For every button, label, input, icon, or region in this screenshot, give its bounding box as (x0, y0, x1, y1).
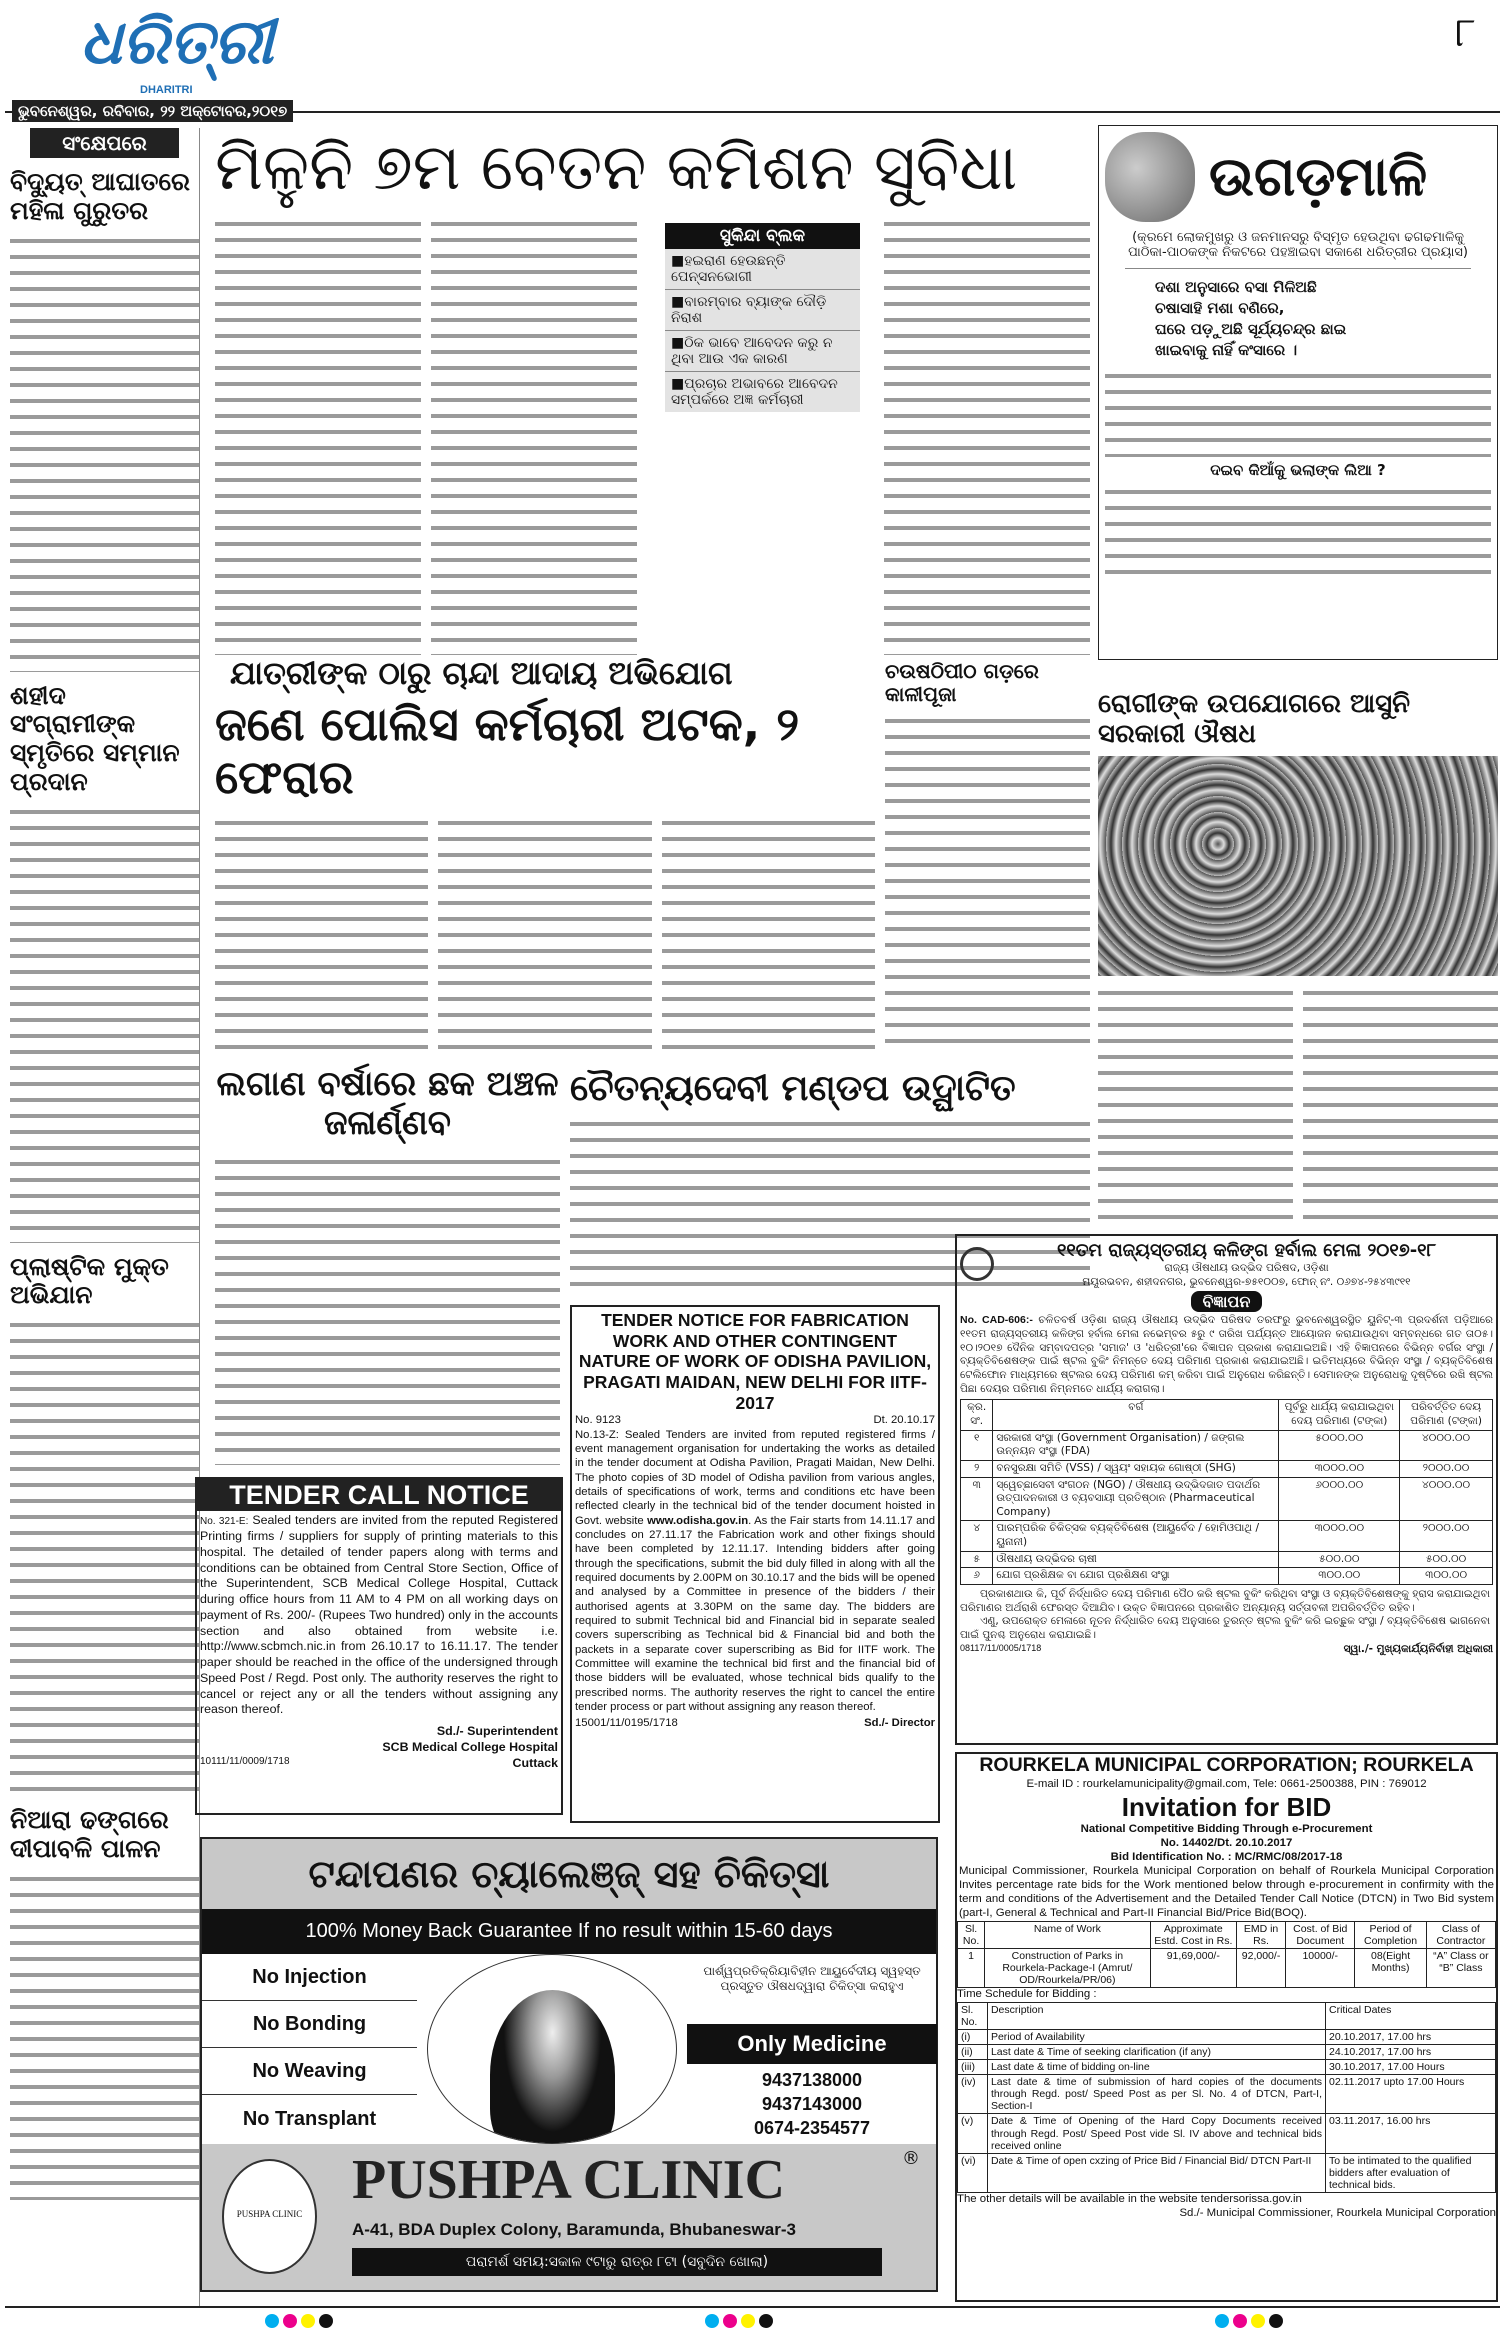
ugadamali-title: ଉଗଡ଼ମାଳି (1209, 144, 1428, 208)
kalinga-badge: ବିଜ୍ଞାପନ (1191, 1291, 1263, 1312)
table-cell: 1 (958, 1948, 985, 1987)
lead-headline: ମିଳୁନି ୭ମ ବେତନ କମିଶନ ସୁବିଧା (215, 131, 1018, 205)
emblem-icon (960, 1247, 994, 1281)
table-cell: ସ୍ୱେଚ୍ଛାସେବୀ ସଂଗଠନ (NGO) / ଔଷଧୀୟ ଉଦ୍ଭିଦଜାତ ପଦାର୍ଥର ଉତ୍ପାଦନକାରୀ ଓ ବ୍ୟବସାୟୀ ପ୍ରତିଷ୍ଠାନ (Pharmaceutical Company) (993, 1477, 1279, 1521)
sidebar-point: ■ବାରମ୍ବାର ବ୍ୟାଙ୍କ ଦୌଡ଼ି ନିରାଶ (665, 290, 860, 331)
kalinga-title: ୧୧ତମ ରାଜ୍ୟସ୍ତରୀୟ କଳିଙ୍ଗ ହର୍ବାଲ ମେଳା ୨୦୧୭-୧୮ (1057, 1240, 1436, 1261)
pushpa-hours: ପରାମର୍ଶ ସମୟ:ସକାଳ ୯ଟାରୁ ରାତ୍ର ୮ଟା (ସବୁଦିନ ଖୋଲା) (352, 2248, 882, 2276)
table-cell: Last date & time of bidding on-line (987, 2060, 1325, 2075)
sidebar-point: ■ହଇରାଣ ହେଉଛନ୍ତି ପେନ୍‌ସନଭୋଗୀ (665, 249, 860, 290)
table-cell: (ii) (958, 2045, 988, 2060)
kalinga-body: No. CAD-606:- ଚଳିତବର୍ଷ ଓଡ଼ିଶା ରାଜ୍ୟ ଔଷଧୀୟ ଉଦ୍ଭିଦ ପରିଷଦ ତରଫରୁ ଭୁବନେଶ୍ୱରସ୍ଥିତ ୟୁନିଟ୍-୩ ପ୍ରଦର୍ଶନୀ ପଡ଼ିଆରେ ୧୧ତମ ରାଜ୍ୟସ୍ତରୀୟ କଳିଙ୍ଗ ହର୍ବାଲ ମେଳା ନଭେମ୍ବର ୫ରୁ ୯ ତାରିଖ ପର୍ଯ୍ୟନ୍ତ ଆୟୋଜନ କରାଯାଉଥିବା ସମ୍ବନ୍ଧରେ ଗତ ତା୦୫।୧୦।୨୦୧୭ ଦୈନିକ ସମ୍ବାଦପତ୍ର 'ସମାଜ' ଓ 'ଧରିତ୍ରୀ'ରେ ବିଜ୍ଞାପନ ପ୍ରକାଶ କରାଯାଇଅଛି। ଏହି ବିଜ୍ଞାପନରେ ବିଭିନ୍ନ ବର୍ଗର ସଂସ୍ଥା /ବ୍ୟକ୍ତିବିଶେଷଙ୍କ ପାଇଁ ଷ୍ଟଲ ବୁକିଂ ନିମନ୍ତେ ଦେୟ ପରିମାଣ ପ୍ରକାଶ କରାଯାଇଅଛି। ଇତିମଧ୍ୟରେ ବିଭିନ୍ନ ସଂସ୍ଥା / ବ୍ୟକ୍ତିବିଶେଷ ଟେଲିଫୋନ ମାଧ୍ୟମରେ ଷ୍ଟଲର ଦେୟ ପରିମାଣ କମ୍ କରିବା ପାଇଁ ଅନୁରୋଧ କରିଛନ୍ତି। ସେମାନଙ୍କ ଅନୁରୋଧକୁ ଦୃଷ୍ଟିରେ ରଖି ଷ୍ଟଲ ପିଛା ଦେୟର ପରିମାଣ ନିମ୍ନମତେ ଧାର୍ଯ୍ୟ କରାଗଲା। (960, 1314, 1494, 1395)
table-cell: ଯୋଗ ପ୍ରଶିକ୍ଷକ ବା ଯୋଗ ପ୍ରଶିକ୍ଷଣ ସଂସ୍ଥା (993, 1568, 1279, 1585)
lead-sidebar (665, 223, 860, 412)
brief-body (10, 1870, 199, 2200)
cartoon-icon (1105, 132, 1195, 222)
tender-iitf-body: No.13-Z: Sealed Tenders are invited from reputed registered firms / event management organisation for undertaking the works as detailed in the tender document at Odisha Pavilion, Pragati Maidan, New Delhi. The photo copies of 3D model of Odisha pavilion from various angles, details of specifications of work, terms and conditions etc have been reflected clearly in the technical bid of the tender document hoisted in Govt. website (575, 1428, 935, 1527)
kalinga-org: ରାଜ୍ୟ ଔଷଧୀୟ ଉଦ୍ଭିଦ ପରିଷଦ, ଓଡ଼ିଶା (1164, 1262, 1329, 1275)
police-kicker: ଯାତ୍ରୀଙ୍କ ଠାରୁ ଚାନ୍ଦା ଆଦାୟ ଅଭିଯୋଗ (230, 654, 733, 692)
tender-iitf-notice (570, 1305, 940, 1823)
lead-story (215, 130, 1090, 655)
registration-marks (1215, 2314, 1283, 2328)
table-cell: ୩୦୦୦.୦୦ (1279, 1521, 1400, 1551)
rourkela-contact: E-mail ID : rourkelamunicipality@gmail.com, Tele: 0661-2500388, PIN : 769012 (1026, 1777, 1427, 1790)
table-row (958, 2114, 1496, 2153)
kali-story (885, 660, 1090, 1055)
table-cell: ୨୦୦୦.୦୦ (1400, 1521, 1493, 1551)
rourkela-work-table (957, 1921, 1496, 1988)
sidebar-point: ■ପ୍ରଚାର ଅଭାବରେ ଆବେଦନ ସମ୍ପର୍କରେ ଅଜ୍ଞ କର୍ମଚାରୀ (671, 375, 838, 408)
briefs-column (10, 128, 200, 2308)
pushpa-name: PUSHPA CLINIC (352, 2149, 786, 2211)
tender-iitf-website[interactable]: www.odisha.gov.in (647, 1514, 749, 1527)
table-cell: ୩୦୦.୦୦ (1279, 1568, 1400, 1585)
rourkela-heading: Invitation for BID (1121, 1791, 1332, 1822)
table-cell: Date & Time of open cxzing of Price Bid / Financial Bid/ DTCN Part-II (987, 2153, 1325, 2192)
kalinga-table: କ୍ର. ସଂ. ବର୍ଗ ପୂର୍ବରୁ ଧାର୍ଯ୍ୟ କରାଯାଇଥିବା ଦେୟ ପରିମାଣ (ଟଙ୍କା) ପରିବର୍ତ୍ତିତ ଦେୟ ପରିମାଣ (ଟଙ୍କା) ୧ ସରକାରୀ ସଂସ୍ଥା (Government Organisation) / ଜଙ୍ଗଲ ଉନ୍ନୟନ ସଂସ୍ଥା (FDA) ୫୦୦୦.୦୦ ୪୦୦୦.୦୦ ୨ ବନସୁରକ୍ଷା ସମିତି (VSS) / ସ୍ୱୟଂ ସହାୟକ ଗୋଷ୍ଠୀ (SHG) ୩୦୦୦.୦୦ ୨୦୦୦.୦୦ ୩ ସ୍ୱେଚ୍ଛାସେବୀ ସଂଗଠନ (NGO) / ଔଷଧୀୟ ଉଦ୍ଭିଦଜାତ ପଦାର୍ଥର ଉତ୍ପାଦନକାରୀ ଓ ବ୍ୟବସାୟୀ ପ୍ରତିଷ୍ଠାନ (Pharmaceutical Company) ୬୦୦୦.୦୦ ୪୦୦୦.୦୦ ୪ ପାରମ୍ପରିକ ଚିକିତ୍ସକ ବ୍ୟକ୍ତିବିଶେଷ (ଆୟୁର୍ବେଦ / ହୋମିଓପାଥି / ୟୁନାନୀ) ୩୦୦୦.୦୦ ୨୦୦୦.୦୦ ୫ ଔଷଧୀୟ ଉଦ୍ଭିଦର ଚାଷୀ ୫୦୦.୦୦ ୫୦୦.୦୦ ୬ ଯୋଗ ପ୍ରଶିକ୍ଷକ ବା ଯୋଗ ପ୍ରଶିକ୍ଷଣ ସଂସ୍ଥା ୩୦୦.୦୦ ୩୦୦.୦୦ (960, 1399, 1493, 1585)
kalinga-ref: 08117/11/0005/1718 (960, 1642, 1042, 1653)
medicine-headline: ରୋଗୀଙ୍କ ଉପଯୋଗରେ ଆସୁନି ସରକାରୀ ଔଷଧ (1098, 689, 1410, 749)
kalinga-note: ପ୍ରକାଶଥାଉ କି, ପୂର୍ବ ନିର୍ଦ୍ଧାରିତ ଦେୟ ପରିମାଣ ପୈଠ କରି ଷ୍ଟଲ ବୁକିଂ କରିଥିବା ସଂସ୍ଥା ଓ ବ୍ୟକ୍ତିବିଶେଷଙ୍କୁ ହ୍ରାସ କରାଯାଇଥିବା ପରିମାଣର ଅର୍ଥରାଶି ଫେରସ୍ତ ଦିଆଯିବ। ଉକ୍ତ ବିଜ୍ଞାପନରେ ପ୍ରକାଶିତ ଅନ୍ୟାନ୍ୟ ସର୍ତ୍ତାବଳୀ ଅପରିବର୍ତ୍ତିତ ରହିବ। (960, 1588, 1491, 1614)
table-row (958, 2060, 1496, 2075)
table-cell: ୬ (961, 1568, 993, 1585)
medicine-story (1098, 690, 1498, 1230)
table-cell: 03.11.2017, 16.00 hrs (1326, 2114, 1496, 2153)
brief-headline: ନିଆରା ଢଙ୍ଗରେ ଦୀପାବଳି ପାଳନ (10, 1805, 169, 1863)
table-cell: ପାରମ୍ପରିକ ଚିକିତ୍ସକ ବ୍ୟକ୍ତିବିଶେଷ (ଆୟୁର୍ବେଦ / ହୋମିଓପାଥି / ୟୁନାନୀ) (993, 1521, 1279, 1551)
no-item: No Injection (202, 1954, 417, 2001)
column-header: Description (987, 2002, 1325, 2029)
medicine-body (1098, 984, 1498, 1230)
police-headline: ଜଣେ ପୋଲିସ କର୍ମଚାରୀ ଅଟକ, ୨ ଫେରାର (215, 696, 800, 804)
table-row (958, 2045, 1496, 2060)
no-item: No Transplant (242, 2108, 377, 2130)
table-cell: (v) (958, 2114, 988, 2153)
table-cell: 08(Eight Months) (1355, 1948, 1426, 1987)
table-cell: To be intimated to the qualified bidders after evaluation of technical bids. (1326, 2153, 1496, 2192)
table-row (961, 1430, 1493, 1460)
tender-call-notice (195, 1477, 563, 1815)
bald-head-photo (427, 1954, 677, 2144)
schedule-label: Time Schedule for Bidding : (957, 1988, 1097, 2001)
kali-headline: ଚଉଷଠିପୀଠ ଗଡ଼ରେ କାଳୀପୂଜା (885, 659, 1039, 706)
kalinga-sign: ସ୍ୱା./- ମୁଖ୍ୟକାର୍ଯ୍ୟନିର୍ବାହୀ ଅଧିକାରୀ (1343, 1642, 1493, 1655)
table-cell: ୬୦୦୦.୦୦ (1279, 1477, 1400, 1521)
table-cell: ୩୦୦୦.୦୦ (1279, 1460, 1400, 1477)
column-header: Class of Contractor (1426, 1921, 1495, 1948)
table-row (958, 2075, 1496, 2114)
tender-iitf-title: TENDER NOTICE FOR FABRICATION WORK AND OTHER CONTINGENT NATURE OF WORK OF ODISHA PAVILION, PRAGATI MAIDAN, NEW DELHI FOR IITF-2017 (578, 1310, 932, 1413)
table-cell: Last date & Time of seeking clarification (if any) (987, 2045, 1325, 2060)
no-item: No Bonding (202, 2001, 417, 2048)
logo-en: DHARITRI (140, 84, 193, 96)
column-header: Cost. of Bid Document (1286, 1921, 1355, 1948)
table-row (961, 1460, 1493, 1477)
no-item: No Weaving (202, 2048, 417, 2095)
table-cell: 10000/- (1286, 1948, 1355, 1987)
table-cell: ସରକାରୀ ସଂସ୍ଥା (Government Organisation) / ଜଙ୍ଗଲ ଉନ୍ନୟନ ସଂସ୍ଥା (FDA) (993, 1430, 1279, 1460)
table-cell: 24.10.2017, 17.00 hrs (1326, 2045, 1496, 2060)
sidebar-point: ■ଠିକ ଭାବେ ଆବେଦନ କରୁ ନ ଥିବା ଆଉ ଏକ କାରଣ (665, 331, 860, 372)
rourkela-footer: The other details will be available in the website tendersorissa.gov.in (957, 2192, 1302, 2205)
pushpa-ayurveda: ପାର୍ଶ୍ୱପ୍ରତିକ୍ରିୟାବିହୀନ ଆୟୁର୍ବେଦୀୟ ସ୍ୱହସ୍ତ ପ୍ରସ୍ତୁତ ଔଷଧଦ୍ୱାରା ଚିକିତ୍ସା କରାହୁଏ (703, 1964, 921, 1993)
table-row (958, 2153, 1496, 2192)
column-header: EMD in Rs. (1236, 1921, 1285, 1948)
column-header: Approximate Estd. Cost in Rs. (1150, 1921, 1236, 1948)
table-cell: Date & Time of Opening of the Hard Copy Documents received through Regd. Post/ Speed Post vide Sl. IV above and technical bids received online (987, 2114, 1325, 2153)
table-cell: ୨୦୦୦.୦୦ (1400, 1460, 1493, 1477)
table-row (961, 1568, 1493, 1585)
table-cell: 91,69,000/- (1150, 1948, 1236, 1987)
rain-body (215, 1153, 560, 1465)
table-cell: 20.10.2017, 17.00 hrs (1326, 2030, 1496, 2045)
table-cell: Construction of Parks in Rourkela-Package-I (Amrut/ OD/Rourkela/PR/06) (985, 1948, 1150, 1987)
rourkela-sub: National Competitive Bidding Through e-Procurement (1080, 1823, 1373, 1836)
registered-mark: ® (902, 2148, 920, 2169)
table-cell: ୪ (961, 1521, 993, 1551)
logo: ଧରିତ୍ରୀ (80, 9, 274, 77)
table-cell: ୫୦୦.୦୦ (1279, 1551, 1400, 1568)
column-header: Sl. No. (958, 1921, 985, 1948)
phone-number[interactable]: 0674-2354577 (753, 2118, 871, 2138)
police-story (215, 655, 875, 1055)
rourkela-title: ROURKELA MUNICIPAL CORPORATION; ROURKELA (979, 1754, 1474, 1776)
table-cell: ୫୦୦.୦୦ (1400, 1551, 1493, 1568)
table-cell: ୪୦୦୦.୦୦ (1400, 1430, 1493, 1460)
table-cell: “A” Class or “B” Class (1426, 1948, 1495, 1987)
table-cell: 92,000/- (1236, 1948, 1285, 1987)
table-cell: ୩ (961, 1477, 993, 1521)
table-row (958, 1948, 1496, 1987)
ugadamali-subhead: ଦଇବ କିଆଁକୁ ଭଲାଙ୍କ ଲିଆ ? (1210, 461, 1386, 479)
rourkela-sign: Sd./- Municipal Commissioner, Rourkela Municipal Corporation (1179, 2206, 1496, 2219)
briefs-label: ସଂକ୍ଷେପରେ (30, 128, 179, 158)
dateline: ଭୁବନେଶ୍ୱର, ରବିବାର, ୨୨ ଅକ୍ଟୋବର,୨୦୧୭ (12, 100, 293, 122)
table-cell: (iii) (958, 2060, 988, 2075)
tender-iitf-ref: 15001/11/0195/1718 (575, 1717, 678, 1730)
rourkela-schedule-table (957, 2002, 1496, 2193)
table-cell: (iv) (958, 2075, 988, 2114)
table-cell: 02.11.2017 upto 17.00 Hours (1326, 2075, 1496, 2114)
column-header: Critical Dates (1326, 2002, 1496, 2029)
pushpa-clinic-ad (200, 1837, 938, 2292)
brief-headline: ପ୍ଲାଷ୍ଟିକ ମୁକ୍ତ ଅଭିଯାନ (10, 1251, 169, 1310)
table-cell: ୩୦୦.୦୦ (1400, 1568, 1493, 1585)
table-cell: (vi) (958, 2153, 988, 2192)
phone-number[interactable]: 9437138000 (761, 2070, 863, 2090)
rain-headline: ଲଗାଣ ବର୍ଷାରେ ଛକ ଅଞ୍ଚଳ ଜଳାର୍ଣ୍ଣବ (216, 1064, 559, 1144)
tender-call-number: No. 321-E: (200, 1516, 249, 1528)
tender-call-title: TENDER CALL NOTICE (197, 1479, 561, 1511)
rourkela-ad (955, 1752, 1498, 2302)
brief-body (10, 803, 199, 1243)
tender-call-ref: 10111/11/0009/1718 (200, 1755, 290, 1767)
kali-body (885, 712, 1090, 1055)
bottom-rule (5, 2306, 1500, 2308)
registration-marks (705, 2314, 773, 2328)
table-cell: Period of Availability (987, 2030, 1325, 2045)
pushpa-address: A-41, BDA Duplex Colony, Baramunda, Bhubaneswar-3 (352, 2220, 796, 2239)
tender-iitf-sign: Sd./- Director (864, 1717, 935, 1730)
rourkela-body: Municipal Commissioner, Rourkela Municipal Corporation on behalf of Rourkela Municipal Corporation Invites percentage rate bids for the Work mentioned below through e-procurement in confirmity with the term and conditions of the Advertisement and the Detailed Tender Call Notice (DTCN) in Two Bid system (part-I, General & Technical and Part-II Financial Bid/Price Bid(BOQ). (959, 1865, 1494, 1919)
page-number: ୮ (1455, 10, 1476, 56)
table-cell: ବନସୁରକ୍ଷା ସମିତି (VSS) / ସ୍ୱୟଂ ସହାୟକ ଗୋଷ୍ଠୀ (SHG) (993, 1460, 1279, 1477)
brief-body (10, 1316, 199, 1796)
pushpa-logo: PUSHPA CLINIC (222, 2159, 317, 2274)
pushpa-headline: ଟନ୍ଦାପଣର ଚ୍ୟାଲେଞ୍ଜ୍ ସହ ଚିକିତ୍ସା (308, 1852, 830, 1896)
table-row (961, 1477, 1493, 1521)
registration-marks (265, 2314, 333, 2328)
police-body (215, 814, 875, 1055)
kalinga-note: ଏଣୁ, ଉପରୋକ୍ତ ମେଳାରେ ନୂତନ ନିର୍ଦ୍ଧାରିତ ଦେୟ ଅନୁସାରେ ତୁରନ୍ତ ଷ୍ଟଲ ବୁକିଂ କରି ଇଚ୍ଛୁକ ସଂସ୍ଥା / ବ୍ୟକ୍ତିବିଶେଷ ଭାଗନେବା ପାଇଁ ପୁନଶ୍ଚ ଅନୁରୋଧ କରାଯାଇଛି। (960, 1615, 1491, 1641)
tender-iitf-number: No. 9123 (575, 1414, 621, 1427)
table-cell: 30.10.2017, 17.00 Hours (1326, 2060, 1496, 2075)
table-cell: ୫୦୦୦.୦୦ (1279, 1430, 1400, 1460)
lead-body (215, 215, 1090, 655)
medicine-photo (1098, 756, 1498, 976)
table-cell: Last date & time of submission of hard copies of the documents through Regd. post/ Speed Post as per Sl. No. 4 of DTCN, Part-I, Section-I (987, 2075, 1325, 2114)
table-cell: ଔଷଧୀୟ ଉଦ୍ଭିଦର ଚାଷୀ (993, 1551, 1279, 1568)
column-header: Name of Work (985, 1921, 1150, 1948)
table-cell: (i) (958, 2030, 988, 2045)
ugadamali-verse: ଦଶା ଅନୁସାରେ ବସା ମିଳିଅଛି ଚଷାସାହି ମଶା ବଣିରେ, ଘରେ ପଡ଼ୁଅଛି ସୂର୍ଯ୍ୟଚନ୍ଦ୍ର ଛାଇ ଖାଇବାକୁ ନାହିଁ କଂସାରେ । (1155, 278, 1347, 359)
table-cell: ୪୦୦୦.୦୦ (1400, 1477, 1493, 1521)
rourkela-sub: Bid Identification No. : MC/RMC/08/2017-18 (1110, 1851, 1343, 1864)
tender-iitf-date: Dt. 20.10.17 (873, 1414, 935, 1427)
ugadamali-intro: (କ୍ରମେ ଲୋକମୁଖରୁ ଓ ଜନମାନସରୁ ବିସ୍ମୃତ ହେଉଥିବା ଢଗଢମାଳିକୁ ପାଠିକା-ପାଠକଙ୍କ ନିକଟରେ ପହଞ୍ଚାଇବା ସକାଶେ ଧରିତ୍ରୀର ପ୍ରୟାସ) (1125, 230, 1471, 269)
column-header: Sl. No. (958, 2002, 988, 2029)
table-row (961, 1551, 1493, 1568)
ugadamali-body (1105, 483, 1491, 583)
table-cell: ୨ (961, 1460, 993, 1477)
ugadamali-box (1098, 125, 1498, 660)
tender-iitf-body: . As the Fair starts from 14.11.17 and concludes on 27.11.17 the Fabrication work and other fixings should have been completed by 12.11.17. Intending bidders after going through the specifications, submit the bid duly filled in along with all the required documents by 2.00PM on 30.10.17 and the bids will be opened and analysed by a Committee in presence of the bidders / their authorised agents at 3.30PM on the same day. The bidders are required to submit Technical bid and Financial bid in separate sealed covers superscribing as Technical bid & Financial bid and both the packets in a separate cover superscribing as Bid for IITF work. The Committee will examine the technical bid first and the financial bid of those bidders will be evaluated, whose technical bids qualify to the prescribed norms. The authority reserves the right to cancel the entire tender process or part without assigning any reason thereof. (575, 1514, 935, 1714)
phone-number[interactable]: 9437143000 (761, 2094, 863, 2114)
pushpa-guarantee: 100% Money Back Guarantee If no result within 15-60 days (202, 1909, 936, 1954)
only-medicine: Only Medicine (687, 2024, 937, 2064)
tender-call-sign: Sd./- Superintendent SCB Medical College Hospital 10111/11/0009/1718 Cuttack (200, 1724, 558, 1770)
rain-story (215, 1065, 560, 1465)
brief-headline: ଶହୀଦ ସଂଗ୍ରାମୀଙ୍କ ସ୍ମୃତିରେ ସମ୍ମାନ ପ୍ରଦାନ (10, 680, 180, 796)
sidebar-title: ସୁକିନ୍ଦା ବ୍ଲକ (665, 223, 860, 249)
brief-headline: ବିଦ୍ୟୁତ୍ ଆଘାତରେ ମହିଳା ଗୁରୁତର (10, 167, 190, 225)
masthead (0, 0, 1500, 125)
rourkela-sub: No. 14402/Dt. 20.10.2017 (1160, 1837, 1293, 1850)
mandap-headline: ଚୈତନ୍ୟଦେବୀ ମଣ୍ଡପ ଉଦ୍ଘାଟିତ (570, 1068, 1016, 1109)
tender-call-body: Sealed tenders are invited from the reputed Registered Printing firms / suppliers for supply of printing materials to this hospital. The detailed of tender papers along with terms and conditions can be obtained from Central Store Section, Office of the Superintendent, SCB Medical College Hospital, Cuttack during office hours from 11 AM to 4 PM on all working days on payment of Rs. 200/- (Rupees Two hundred) only in the accounts section and also obtained from website i.e. http://www.scbmch.nic.in from 26.10.17 to 16.11.17. The tender paper should be reached in the office of the undersigned through Speed Post / Regd. Post only. The authority reserves the right to cancel or reject any or all the tenders without assigning any reason thereof. (200, 1513, 558, 1717)
table-cell: ୧ (961, 1430, 993, 1460)
table-cell: ୫ (961, 1551, 993, 1568)
column-header: Period of Completion (1355, 1921, 1426, 1948)
table-row (961, 1521, 1493, 1551)
kalinga-address: ମୟୂରଭବନ, ଶହୀଦନଗର, ଭୁବନେଶ୍ୱର-୭୫୧୦୦୭, ଫୋନ୍ ନଂ. ୦୬୭୪-୨୫୪୩୯୧୧ (1082, 1276, 1411, 1289)
kalinga-ad (955, 1234, 1498, 1745)
ugadamali-body (1105, 367, 1491, 457)
table-row (958, 2030, 1496, 2045)
brief-body (10, 232, 199, 672)
